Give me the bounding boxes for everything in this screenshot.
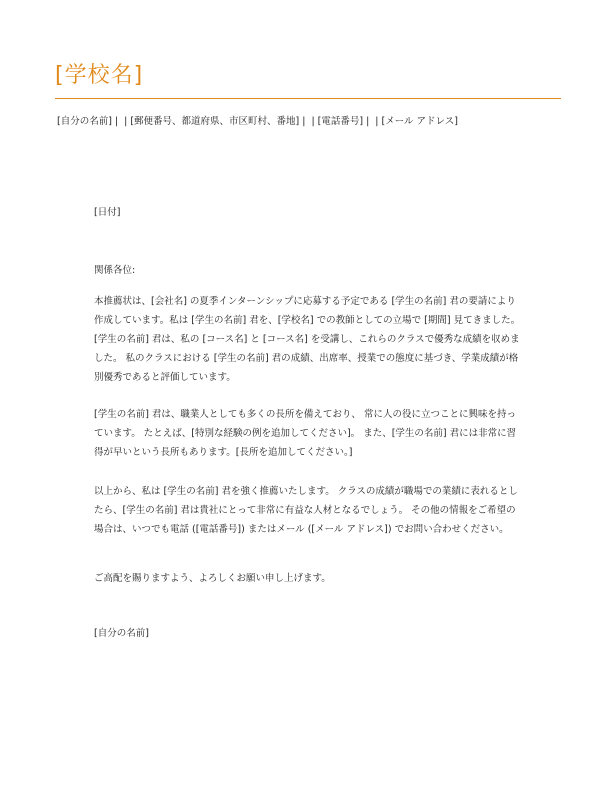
contact-separator: | <box>311 116 315 127</box>
school-name-heading: [学校名] <box>55 63 144 88</box>
letter-paragraph-1 <box>94 292 524 387</box>
paragraph-3-text: 以上から、私は [学生の名前] 君を強く推薦いたします。 クラスの成績が職場での業績に表れるとしたら、[学生の名前] 君は貴社にとって非常に有益な人材となるでしょう。 その他の情報をご希望の場合は、いつでも電話 ([電話番号]) またはメール ([メール アドレス]) でお問い合わせください。 <box>94 486 518 535</box>
contact-phone: [電話番号] <box>317 116 364 127</box>
letter-date <box>94 203 524 222</box>
contact-separator: | <box>375 116 379 127</box>
letter-signature <box>94 624 524 643</box>
contact-separator: | <box>124 116 128 127</box>
date-text: [日付] <box>94 207 121 218</box>
letter-salutation <box>94 261 524 280</box>
header-divider <box>55 98 561 99</box>
letter-closing <box>94 569 524 588</box>
contact-separator: | <box>302 116 306 127</box>
signature-text: [自分の名前] <box>94 628 149 639</box>
paragraph-2-text: [学生の名前] 君は、職業人としても多くの長所を備えており、 常に人の役に立つことに興味を持っています。 たとえば、[特別な経験の例を追加してください]。 また、[学生の名前] 君には非常に習得が早いという長所もあります。[長所を追加してください。] <box>94 409 517 458</box>
closing-text: ご高配を賜りますよう、よろしくお願い申し上げます。 <box>94 573 331 584</box>
letter-paragraph-3 <box>94 482 524 539</box>
contact-separator: | <box>366 116 370 127</box>
contact-name: [自分の名前] <box>57 116 112 127</box>
contact-separator: | <box>114 116 119 127</box>
letter-paragraph-2 <box>94 405 524 462</box>
salutation-text: 関係各位: <box>94 265 136 276</box>
contact-address: [郵便番号、都道府県、市区町村、番地] <box>130 116 300 127</box>
paragraph-1-text: 本推薦状は、[会社名] の夏季インターンシップに応募する予定である [学生の名前] 君の要請により作成しています。私は [学生の名前] 君を、[学校名] での教師としての立場で [期間] 見てきました。 [学生の名前] 君は、私の [コース名] と [コース名] を受講し、これらのクラスで優秀な成績を収めました。 私のクラスにおける [学生の名前] 君の成績、出席率、授業での態度に基づき、学業成績が格別優秀であると評価しています。 <box>94 296 521 383</box>
contact-email: [メール アドレス] <box>381 116 458 127</box>
contact-info-line <box>57 115 458 129</box>
